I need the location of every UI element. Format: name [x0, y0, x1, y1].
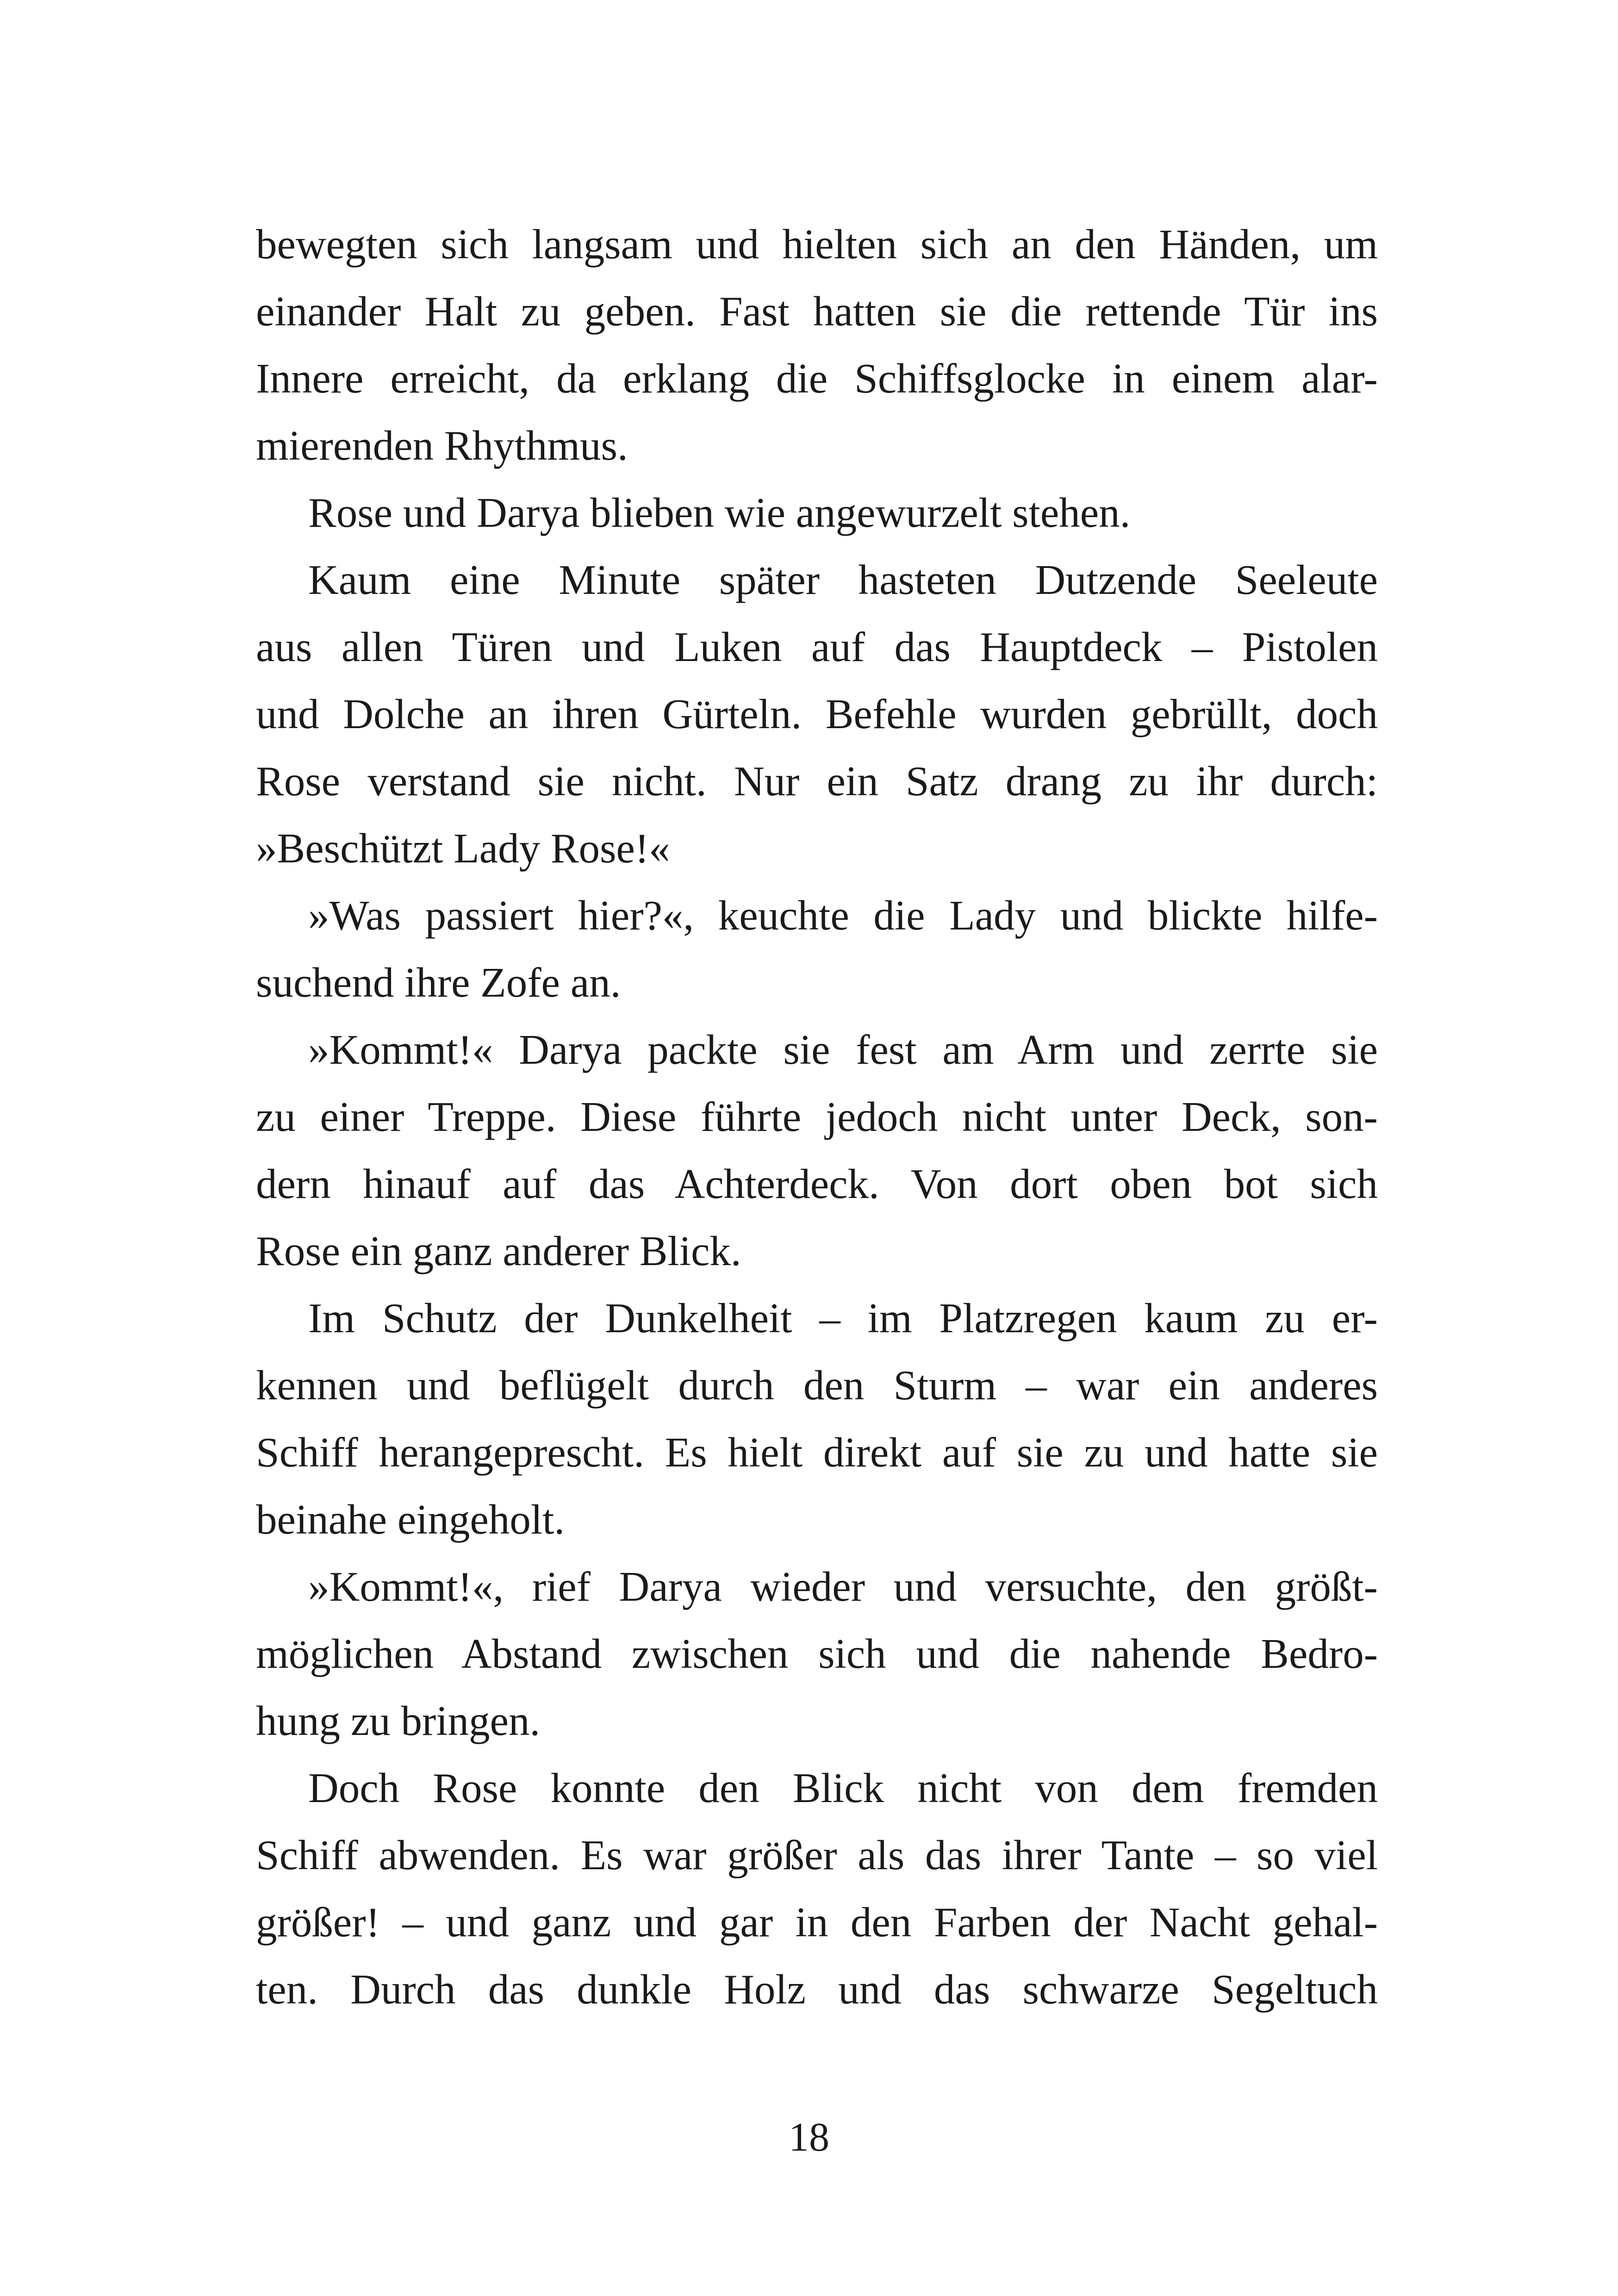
- page-number: 18: [789, 2115, 829, 2160]
- text-line: beinahe eingeholt.: [256, 1496, 565, 1543]
- text-line: hung zu bringen.: [256, 1697, 541, 1744]
- paragraph: [256, 479, 1378, 546]
- text-line: ten. Durch das dunkle Holz und das schwarze Segeltuch: [256, 1966, 1378, 2013]
- text-line: und Dolche an ihren Gürteln. Befehle wurden gebrüllt, doch: [256, 691, 1378, 737]
- text-line: Innere erreicht, da erklang die Schiffsglocke in einem alar-: [256, 355, 1378, 402]
- text-line: einander Halt zu geben. Fast hatten sie die rettende Tür ins: [256, 288, 1378, 335]
- text-line: größer! – und ganz und gar in den Farben der Nacht gehal-: [256, 1899, 1378, 1946]
- paragraph: [256, 1553, 1378, 1754]
- paragraph: [256, 1285, 1378, 1553]
- text-line: Rose ein ganz anderer Blick.: [256, 1228, 741, 1274]
- paragraph: [256, 1016, 1378, 1285]
- body-text: [256, 211, 1378, 2023]
- text-line: Kaum eine Minute später hasteten Dutzende Seeleute: [308, 556, 1378, 603]
- paragraph: [256, 546, 1378, 882]
- text-line: aus allen Türen und Luken auf das Hauptdeck – Pistolen: [256, 624, 1378, 670]
- paragraph: [256, 882, 1378, 1016]
- text-line: Schiff herangeprescht. Es hielt direkt auf sie zu und hatte sie: [256, 1429, 1378, 1476]
- text-line: »Beschützt Lady Rose!«: [256, 825, 670, 872]
- text-line: möglichen Abstand zwischen sich und die nahende Bedro-: [256, 1630, 1378, 1677]
- text-line: dern hinauf auf das Achterdeck. Von dort oben bot sich: [256, 1160, 1378, 1207]
- text-line: kennen und beflügelt durch den Sturm – war ein anderes: [256, 1362, 1378, 1409]
- text-line: Doch Rose konnte den Blick nicht von dem fremden: [308, 1765, 1378, 1811]
- paragraph: [256, 1754, 1378, 2023]
- paragraph: [256, 211, 1378, 479]
- text-line: suchend ihre Zofe an.: [256, 959, 621, 1006]
- text-line: »Kommt!« Darya packte sie fest am Arm und zerrte sie: [308, 1026, 1378, 1073]
- text-line: »Was passiert hier?«, keuchte die Lady und blickte hilfe-: [308, 892, 1378, 939]
- text-line: mierenden Rhythmus.: [256, 422, 628, 469]
- text-line: Rose verstand sie nicht. Nur ein Satz drang zu ihr durch:: [256, 758, 1378, 805]
- text-line: Schiff abwenden. Es war größer als das ihrer Tante – so viel: [256, 1832, 1378, 1878]
- text-line: Rose und Darya blieben wie angewurzelt stehen.: [308, 489, 1131, 536]
- text-line: bewegten sich langsam und hielten sich an den Händen, um: [256, 221, 1378, 268]
- text-line: Im Schutz der Dunkelheit – im Platzregen kaum zu er-: [308, 1295, 1378, 1341]
- text-line: zu einer Treppe. Diese führte jedoch nicht unter Deck, son-: [256, 1093, 1378, 1140]
- text-line: »Kommt!«, rief Darya wieder und versuchte, den größt-: [308, 1563, 1378, 1610]
